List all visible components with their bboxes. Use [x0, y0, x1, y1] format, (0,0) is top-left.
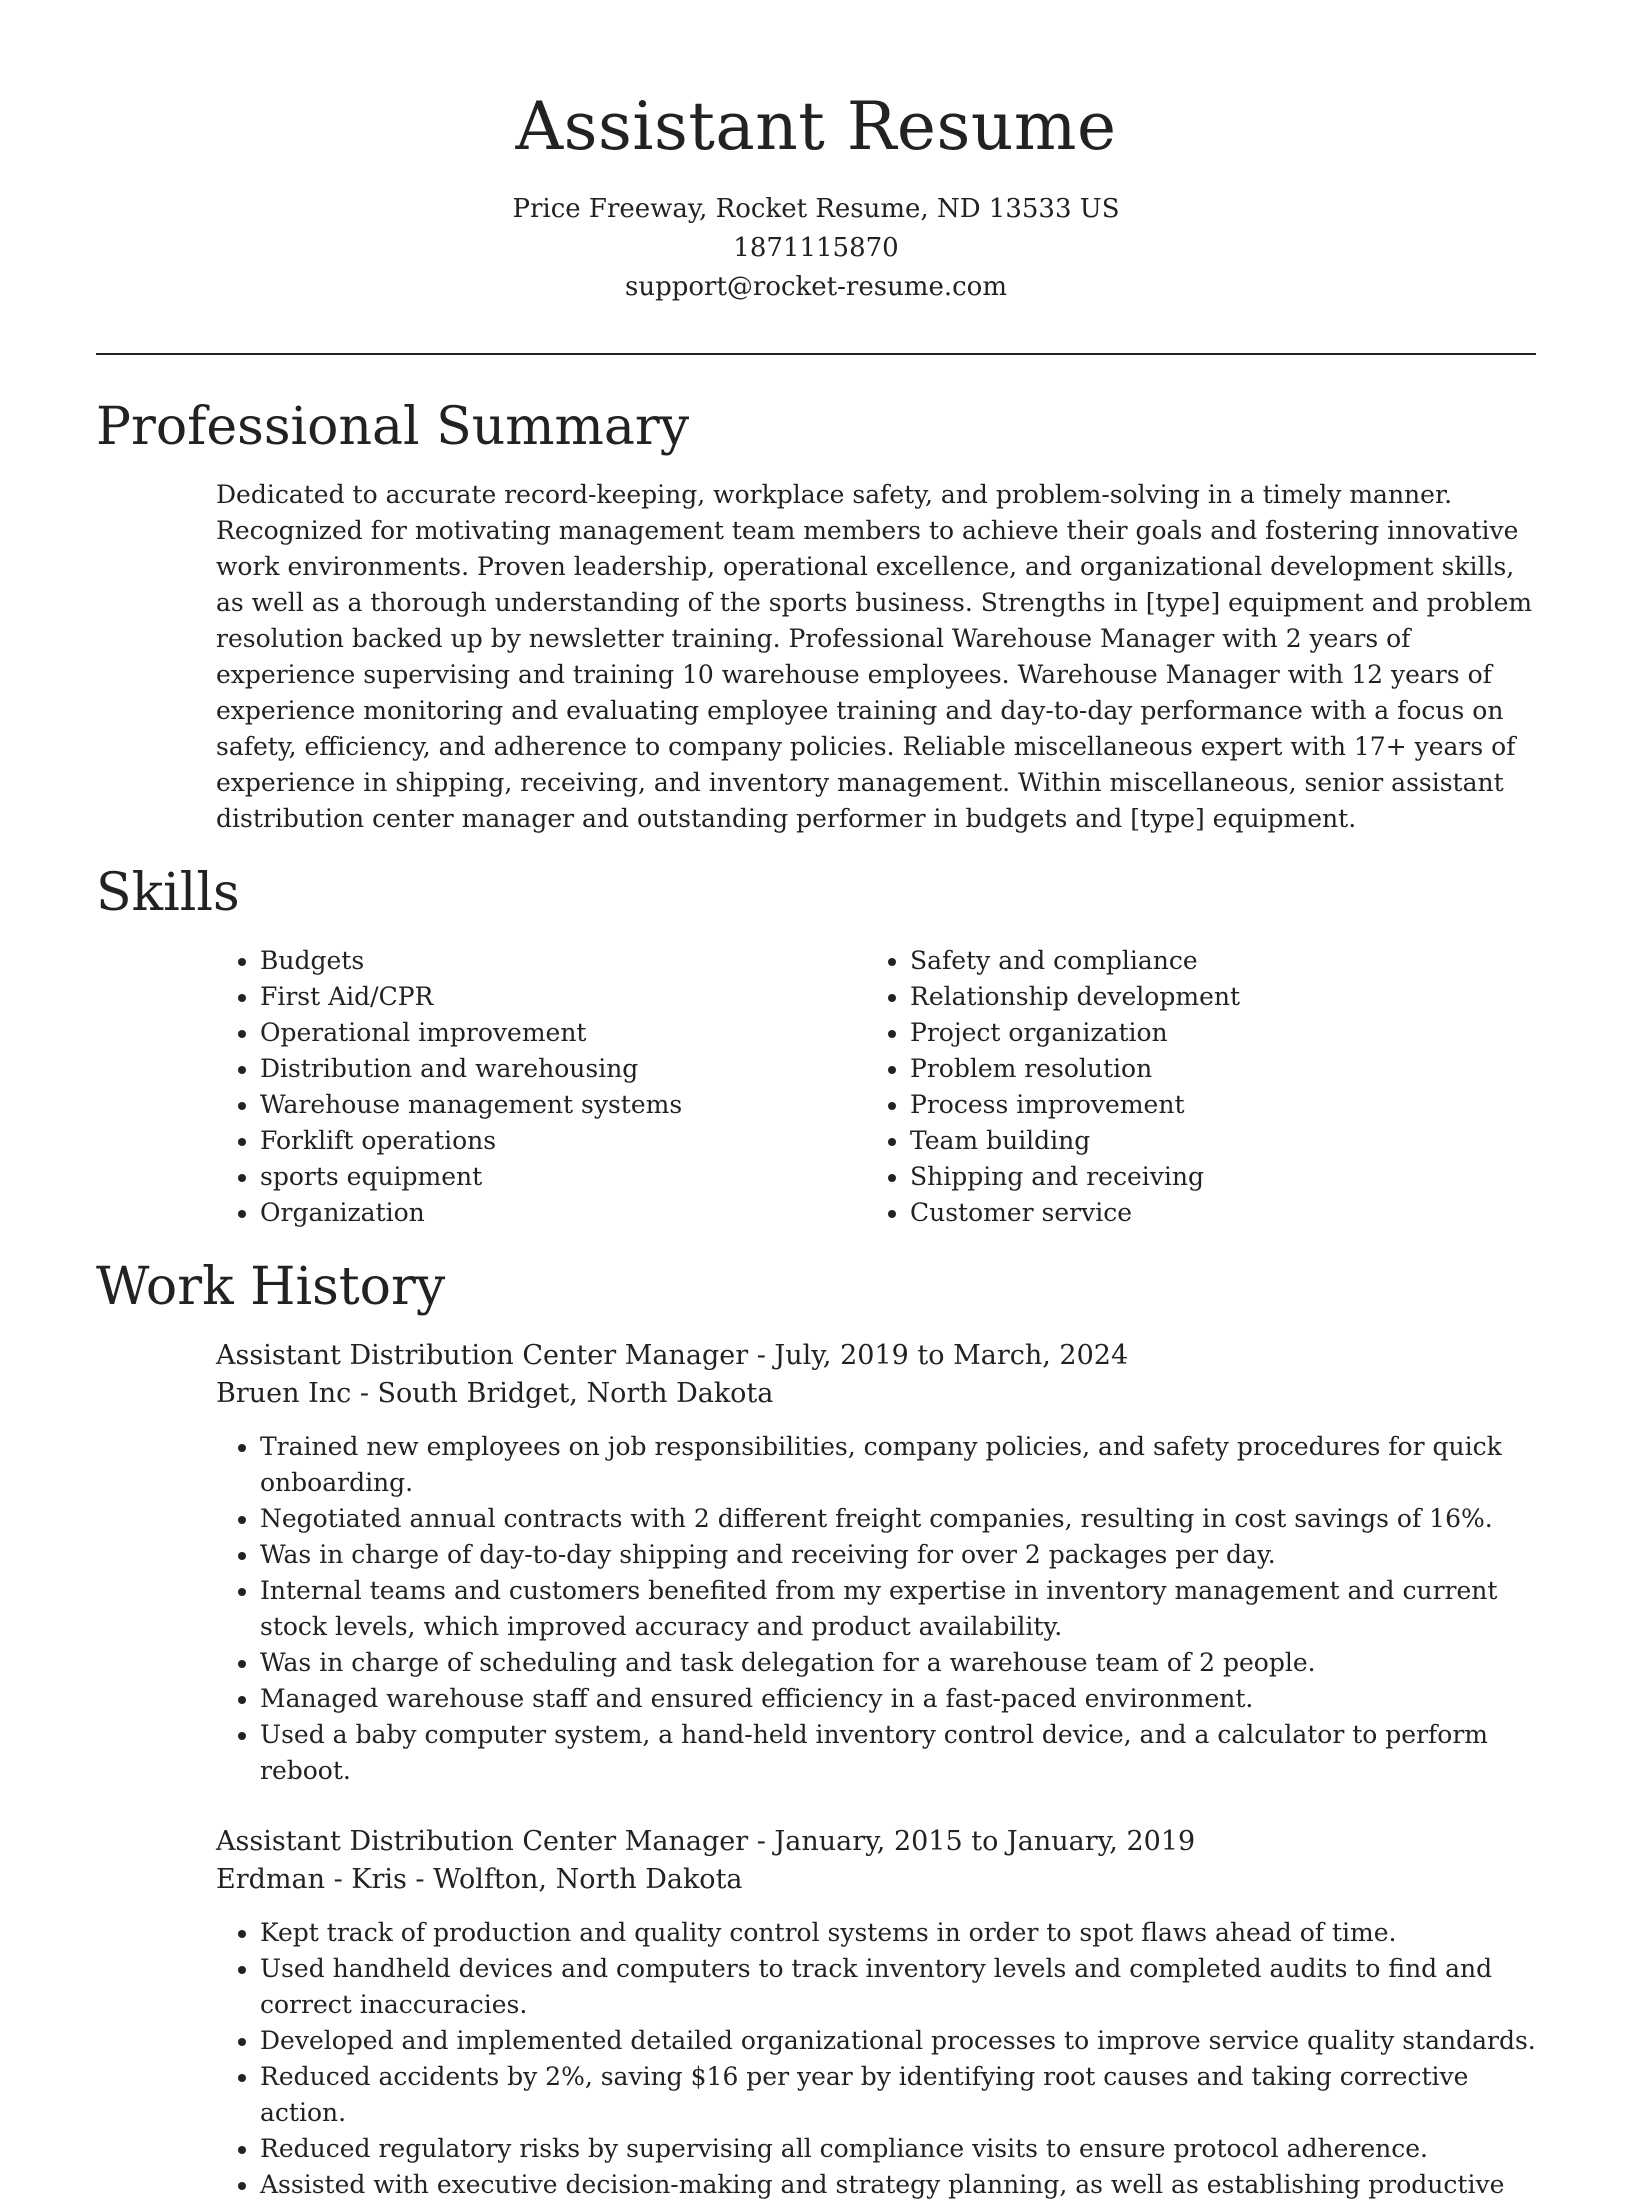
- skill-item: • Distribution and warehousing: [260, 1051, 866, 1087]
- job-entry: [216, 1823, 1536, 2203]
- skill-item: • Shipping and receiving: [910, 1159, 1516, 1195]
- skill-item: • Forklift operations: [260, 1123, 866, 1159]
- job-bullet: • Reduced regulatory risks by supervising all compliance visits to ensure protocol adherence.: [260, 2131, 1536, 2167]
- skills-column-right: [866, 943, 1516, 1231]
- phone: 1871115870: [733, 233, 899, 263]
- job-bullet: • Was in charge of day-to-day shipping and receiving for over 2 packages per day.: [260, 1537, 1536, 1573]
- job-bullet: • Reduced accidents by 2%, saving $16 per year by identifying root causes and taking corrective action.: [260, 2059, 1536, 2131]
- job-header: [216, 1823, 1536, 1899]
- skill-item: • Team building: [910, 1123, 1516, 1159]
- job-bullet: • Internal teams and customers benefited from my expertise in inventory management and current stock levels, which improved accuracy and product availability.: [260, 1573, 1536, 1645]
- job-header: [216, 1337, 1536, 1413]
- job-entry: [216, 1337, 1536, 1789]
- job-bullet: • Assisted with executive decision-making and strategy planning, as well as establishing productive: [260, 2167, 1536, 2203]
- job-company-location: Erdman - Kris - Wolfton, North Dakota: [216, 1864, 743, 1895]
- skill-item: • Safety and compliance: [910, 943, 1516, 979]
- skills-list: [96, 943, 1536, 1231]
- email: support@rocket-resume.com: [624, 272, 1007, 302]
- job-bullet: • Managed warehouse staff and ensured efficiency in a fast-paced environment.: [260, 1681, 1536, 1717]
- job-bullet: • Used a baby computer system, a hand-held inventory control device, and a calculator to perform reboot.: [260, 1717, 1536, 1789]
- job-bullet: • Negotiated annual contracts with 2 different freight companies, resulting in cost savings of 16%.: [260, 1501, 1536, 1537]
- skill-item: • First Aid/CPR: [260, 979, 866, 1015]
- job-bullet: • Was in charge of scheduling and task delegation for a warehouse team of 2 people.: [260, 1645, 1536, 1681]
- contact-info: [96, 190, 1536, 307]
- job-title-dates: Assistant Distribution Center Manager - January, 2015 to January, 2019: [216, 1826, 1196, 1857]
- skills-heading: Skills: [96, 863, 240, 923]
- skill-item: • Budgets: [260, 943, 866, 979]
- skill-item: • Project organization: [910, 1015, 1516, 1051]
- job-bullet: • Kept track of production and quality control systems in order to spot flaws ahead of time.: [260, 1915, 1536, 1951]
- summary-heading: Professional Summary: [96, 397, 690, 457]
- skill-item: • Operational improvement: [260, 1015, 866, 1051]
- skill-item: • Relationship development: [910, 979, 1516, 1015]
- resume-title: Assistant Resume: [515, 88, 1117, 165]
- skills-column-left: [216, 943, 866, 1231]
- work-history-heading: Work History: [96, 1257, 446, 1317]
- job-bullets: [216, 1915, 1536, 2203]
- job-bullet: • Developed and implemented detailed organizational processes to improve service quality standards.: [260, 2023, 1536, 2059]
- job-bullets: [216, 1429, 1536, 1789]
- skill-item: • Warehouse management systems: [260, 1087, 866, 1123]
- skill-item: • sports equipment: [260, 1159, 866, 1195]
- header-divider: [96, 353, 1536, 355]
- job-bullet: • Trained new employees on job responsibilities, company policies, and safety procedures for quick onboarding.: [260, 1429, 1536, 1501]
- skill-item: • Process improvement: [910, 1087, 1516, 1123]
- skill-item: • Organization: [260, 1195, 866, 1231]
- resume-header: [96, 0, 1536, 307]
- address: Price Freeway, Rocket Resume, ND 13533 US: [512, 194, 1120, 224]
- skill-item: • Customer service: [910, 1195, 1516, 1231]
- job-company-location: Bruen Inc - South Bridget, North Dakota: [216, 1378, 774, 1409]
- job-title-dates: Assistant Distribution Center Manager - July, 2019 to March, 2024: [216, 1340, 1129, 1371]
- summary-text: Dedicated to accurate record-keeping, workplace safety, and problem-solving in a timely manner. Recognized for motivating management team members to achieve their goals and fostering innovative work environments. Proven leadership, operational excellence, and organizational development skills, as well as a thorough understanding of the sports business. Strengths in [type] equipment and problem resolution backed up by newsletter training. Professional Warehouse Manager with 2 years of experience supervising and training 10 warehouse employees. Warehouse Manager with 12 years of experience monitoring and evaluating employee training and day-to-day performance with a focus on safety, efficiency, and adherence to company policies. Reliable miscellaneous expert with 17+ years of experience in shipping, receiving, and inventory management. Within miscellaneous, senior assistant distribution center manager and outstanding performer in budgets and [type] equipment.: [216, 480, 1533, 833]
- job-bullet: • Used handheld devices and computers to track inventory levels and completed audits to find and correct inaccuracies.: [260, 1951, 1536, 2023]
- skill-item: • Problem resolution: [910, 1051, 1516, 1087]
- resume-page: [96, 0, 1536, 2203]
